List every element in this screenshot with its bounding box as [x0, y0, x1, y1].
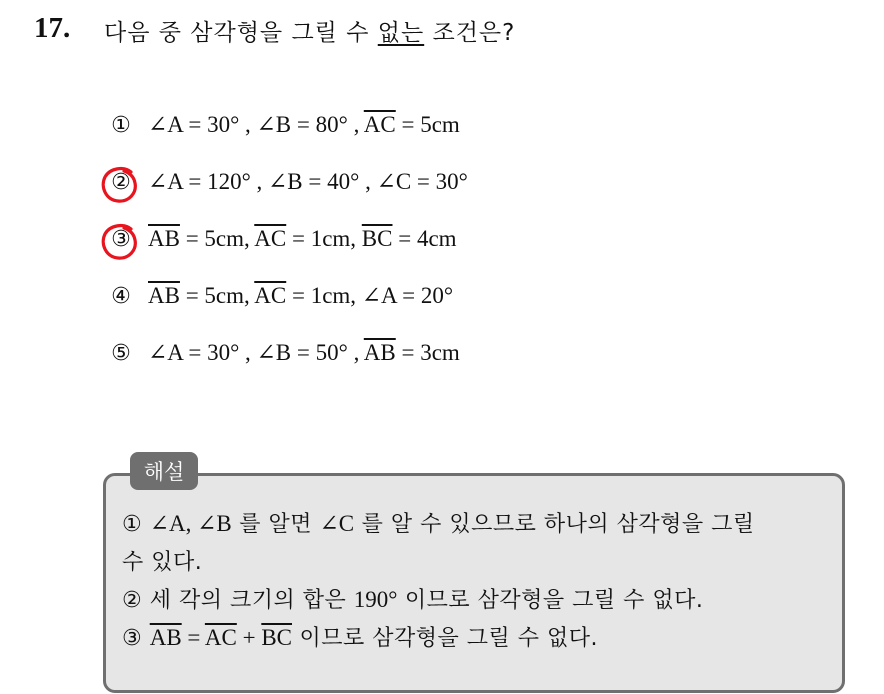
explanation-text-part: $\overline{AC}$: [204, 625, 237, 650]
question-number: 17.: [34, 12, 71, 44]
question-text: [104, 14, 515, 47]
option-marker: [106, 223, 136, 257]
option-expression-part: ∠A = 120° , ∠B = 40° , ∠C = 30°: [148, 169, 468, 194]
option-marker: [106, 280, 136, 314]
option-marker: [106, 166, 136, 200]
explanation-line-3: [122, 583, 703, 614]
option-expression-part: $\overline{AC}$: [363, 112, 396, 137]
explanation-text-part: 이므로 삼각형을 그릴 수 없다.: [397, 588, 704, 613]
explanation-line-4: [122, 621, 598, 652]
explanation-text-part: 를 알면: [231, 512, 320, 537]
explanation-text-part: 수 있다.: [122, 550, 203, 575]
option-marker-label: ③: [111, 227, 131, 252]
explanation-line-1: [122, 507, 755, 538]
option-expression-part: $\overline{AC}$: [254, 226, 287, 251]
option-expression-part: $\overline{AC}$: [254, 283, 287, 308]
explanation-text-part: ①: [122, 512, 150, 537]
option-marker: [106, 337, 136, 371]
question-text-after: 조건은?: [424, 20, 516, 46]
option-expression-part: $\overline{AB}$: [363, 340, 396, 365]
option-expression-part: = 1cm,: [286, 226, 362, 251]
hand-drawn-circle-mark: [100, 165, 140, 205]
option-expression-part: = 1cm, ∠A = 20°: [286, 283, 454, 308]
option-marker-label: ⑤: [111, 341, 131, 366]
explanation-text-part: 190°: [353, 587, 398, 612]
explanation-text-part: $\overline{BC}$: [261, 625, 292, 650]
option-expression-part: = 5cm,: [179, 283, 255, 308]
option-expression-part: $\overline{AB}$: [148, 283, 180, 308]
explanation-text-part: ∠C: [319, 511, 355, 536]
question-text-before: 다음 중 삼각형을 그릴 수: [104, 20, 378, 46]
question-text-underlined: 없는: [377, 20, 425, 46]
option-expression-part: ∠A = 30° , ∠B = 80° ,: [148, 112, 364, 137]
option-expression-part: = 5cm,: [179, 226, 255, 251]
option-expression: [148, 283, 453, 308]
option-expression-part: $\overline{AB}$: [148, 226, 180, 251]
hand-drawn-circle-mark: [100, 222, 140, 262]
answer-option-4[interactable]: [106, 279, 453, 313]
option-expression: [148, 340, 460, 365]
explanation-text-part: =: [181, 625, 205, 650]
option-marker-label: ①: [111, 113, 131, 138]
answer-option-1[interactable]: [106, 108, 460, 142]
option-expression-part: = 5cm: [395, 112, 460, 137]
option-expression-part: ∠A = 30° , ∠B = 50° ,: [148, 340, 364, 365]
answer-option-5[interactable]: [106, 336, 460, 370]
answer-option-2[interactable]: [106, 165, 468, 199]
option-expression-part: $\overline{BC}$: [361, 226, 393, 251]
explanation-line-2: [122, 545, 202, 576]
option-marker-label: ④: [111, 284, 131, 309]
option-expression: [148, 226, 457, 251]
explanation-text-part: ② 세 각의 크기의 합은: [122, 588, 354, 613]
option-expression-part: = 4cm: [392, 226, 457, 251]
explanation-text-part: 를 알 수 있으므로 하나의 삼각형을 그릴: [354, 512, 755, 537]
explanation-text-part: $\overline{AB}$: [149, 625, 182, 650]
option-marker-label: ②: [111, 170, 131, 195]
explanation-title: 해설: [130, 452, 198, 490]
option-marker: [106, 109, 136, 143]
explanation-text-part: +: [236, 625, 262, 650]
option-expression-part: = 3cm: [395, 340, 460, 365]
option-expression: [148, 169, 468, 194]
explanation-text-part: ∠A, ∠B: [149, 511, 232, 536]
option-expression: [148, 112, 460, 137]
explanation-text-part: 이므로 삼각형을 그릴 수 없다.: [292, 626, 598, 651]
answer-option-3[interactable]: [106, 222, 457, 256]
explanation-text-part: ③: [122, 626, 150, 651]
